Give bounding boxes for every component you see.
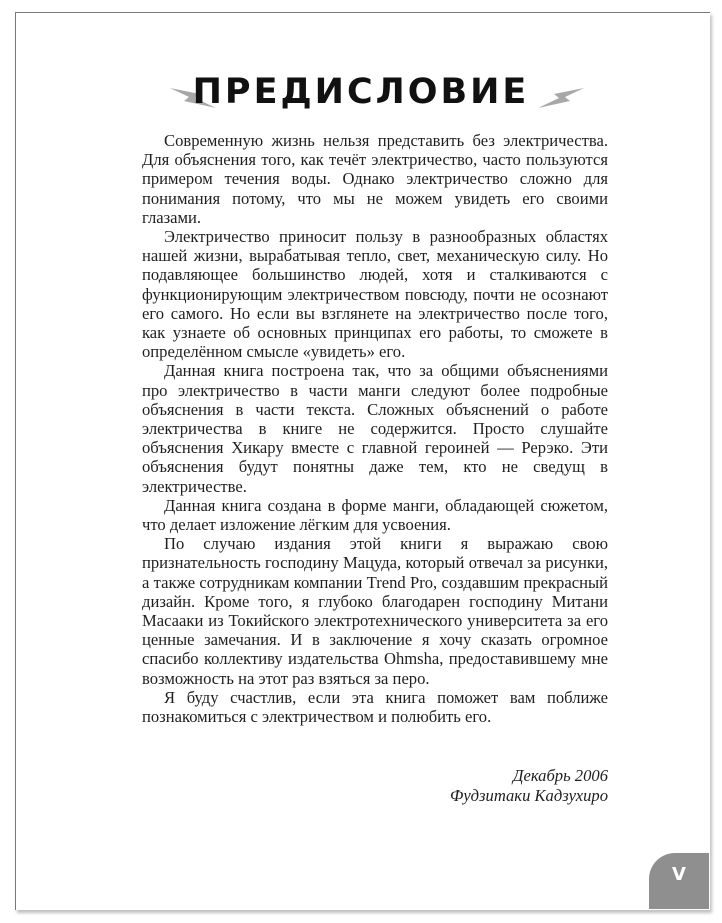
lightning-bolt-right-icon [538,85,584,111]
paragraph-1: Современную жизнь нельзя представить без электричества. Для объяснения того, как течёт электричество, часто пользуются примером течения воды. Однако электричество сложно для понимания потому, что мы не можем увидеть его своими глазами. [142,131,608,227]
page-title: ПРЕДИСЛОВИЕ [192,72,530,112]
preface-body [142,131,608,726]
paragraph-5: По случаю издания этой книги я выражаю свою признательность господину Мацуда, который отвечал за рисунки, а также сотрудникам компании Trend Pro, создавшим прекрасный дизайн. Кроме того, я глубоко благодарен господину Митани Масааки из Токийского электротехнического университета за его ценные замечания. И в заключение я хочу сказать огромное спасибо коллективу издательства Ohmsha, предоставившему мне возможность на этот раз взяться за перо. [142,534,608,688]
page-number: V [672,864,686,885]
signature-author: Фудзитаки Кадзухиро [450,786,608,805]
paragraph-6: Я буду счастлив, если эта книга поможет вам поближе познакомиться с электричеством и полюбить его. [142,687,608,727]
heading [0,70,722,130]
paragraph-3: Данная книга построена так, что за общими объяснениями про электричество в части манги следуют более подробные объяснения в части текста. Сложных объяснений о работе электричества в книге не содержится. Просто слушайте объяснения Хикару вместе с главной героиней — Рерэко. Эти объяснения будут понятны даже тем, кто не сведущ в электричестве. [142,361,608,496]
signature-date: Декабрь 2006 [512,766,608,785]
paragraph-2: Электричество приносит пользу в разнообразных областях нашей жизни, вырабатывая тепло, свет, механическую силу. Но подавляющее большинство людей, хотя и сталкиваются с функционирующим электричеством повсюду, почти не осознают его самого. Но если вы взглянете на электричество после того, как узнаете об основных принципах его работы, то сможете в определённом смысле «увидеть» его. [142,227,608,362]
page-number-tab [649,853,709,909]
signature [300,766,608,806]
paragraph-4: Данная книга создана в форме манги, обладающей сюжетом, что делает изложение лёгким для усвоения. [142,495,608,535]
